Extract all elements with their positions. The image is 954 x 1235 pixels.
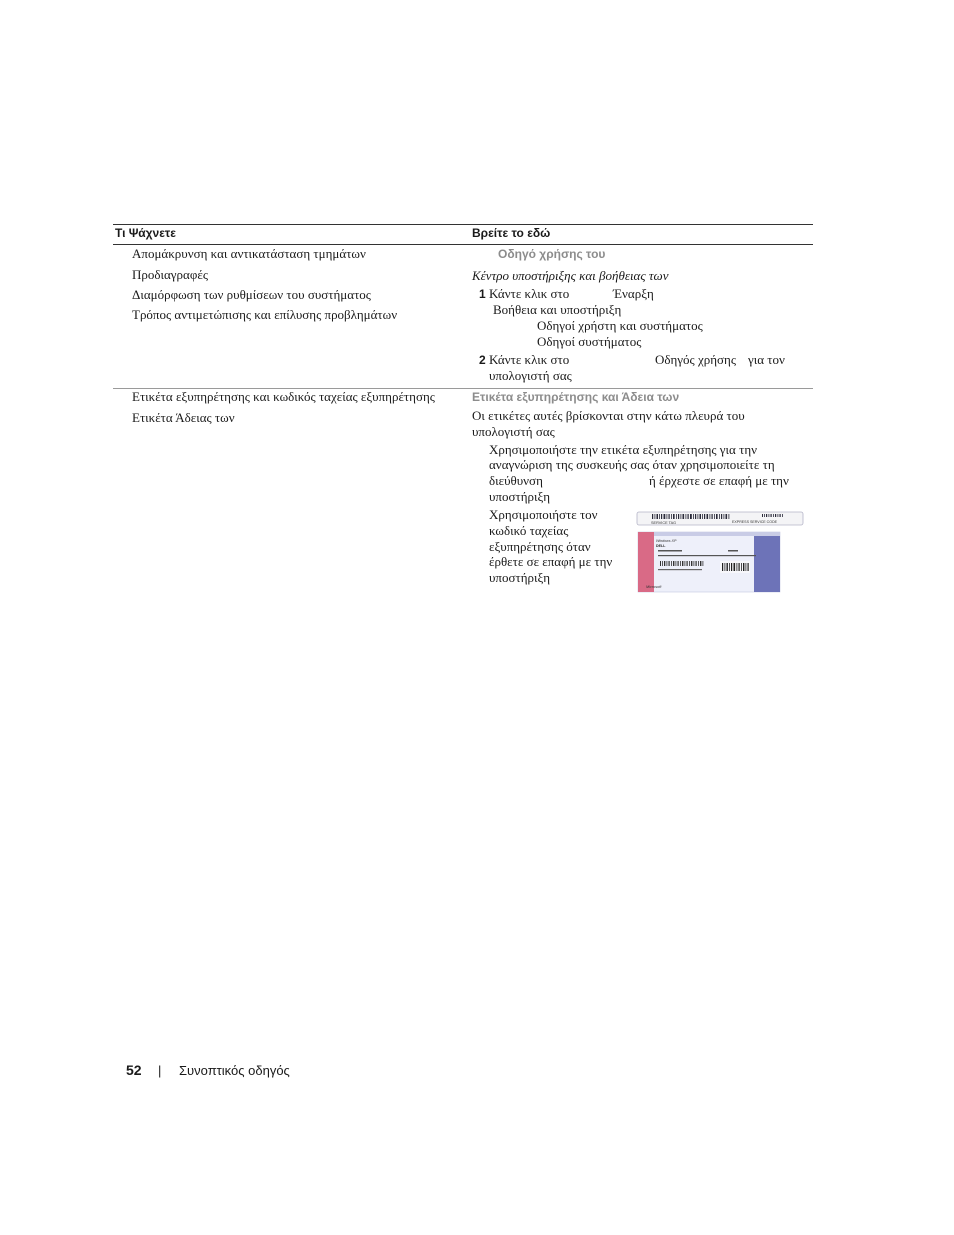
bullet1-line-3a: διεύθυνση <box>489 473 543 488</box>
bullet1-line-2: αναγνώριση της συσκευής σας όταν χρησιμοποιείτε τη <box>489 457 775 472</box>
step2-text-d: υπολογιστή σας <box>489 368 572 383</box>
row2-intro-2: υπολογιστή σας <box>472 424 555 439</box>
row1-item-4: Τρόπος αντιμετώπισης και επίλυσης προβλημάτων <box>132 307 398 322</box>
dell-brand-text: DELL <box>656 544 666 548</box>
bullet1-line-4: υποστήριξη <box>489 489 551 504</box>
row2-item-2: Ετικέτα Άδειας των <box>132 410 235 425</box>
bullet1-line-1: Χρησιμοποιήστε την ετικέτα εξυπηρέτησης για την <box>489 442 758 457</box>
express-service-text: EXPRESS SERVICE CODE <box>732 520 778 524</box>
service-tag-text: SERVICE TAG <box>651 521 677 525</box>
header-bottom-rule <box>113 244 813 245</box>
step1-text-b: Έναρξη <box>613 286 654 301</box>
row1-item-1: Απομάκρυνση και αντικατάσταση τμημάτων <box>132 246 366 261</box>
windows-text: Windows XP <box>656 539 677 543</box>
bullet1-line-3b: ή έρχεστε σε επαφή με την <box>649 473 789 488</box>
row1-item-3: Διαμόρφωση των ρυθμίσεων του συστήματος <box>132 287 371 302</box>
col1-header: Τι Ψάχνετε <box>115 226 176 240</box>
page-number: 52 <box>126 1062 142 1078</box>
step2-number: 2 <box>479 353 486 367</box>
step2-text-a: Κάντε κλικ στο <box>489 352 570 367</box>
bullet2-line-2: κωδικό ταχείας <box>489 523 569 538</box>
bullet2-line-4: έρθετε σε επαφή με την <box>489 554 613 569</box>
step2-text-b: Οδηγός χρήσης <box>655 352 736 367</box>
step1-number: 1 <box>479 287 486 301</box>
bullet2-line-5: υποστήριξη <box>489 570 551 585</box>
service-tag-label-image <box>636 511 806 597</box>
row1-heading: Οδηγό χρήσης του <box>498 247 606 261</box>
table-top-rule <box>113 224 813 225</box>
help-center-title: Κέντρο υποστήριξης και βοήθειας των <box>472 268 669 283</box>
microsoft-text: Microsoft <box>646 585 662 589</box>
bullet2-line-3: εξυπηρέτησης όταν <box>489 539 591 554</box>
step1-text-e: Οδηγοί συστήματος <box>537 334 642 349</box>
step2-text-c: για τον <box>748 352 785 367</box>
step1-text-c: Βοήθεια και υποστήριξη <box>493 302 622 317</box>
footer-separator: | <box>158 1063 162 1078</box>
col2-header: Βρείτε το εδώ <box>472 226 551 240</box>
row2-item-1: Ετικέτα εξυπηρέτησης και κωδικός ταχείας εξυπηρέτησης <box>132 389 435 404</box>
footer-title: Συνοπτικός οδηγός <box>179 1063 290 1078</box>
row1-item-2: Προδιαγραφές <box>132 267 208 282</box>
row2-heading: Ετικέτα εξυπηρέτησης και Άδεια των <box>472 390 680 404</box>
step1-text-a: Κάντε κλικ στο <box>489 286 570 301</box>
row2-intro-1: Οι ετικέτες αυτές βρίσκονται στην κάτω πλευρά του <box>472 408 745 423</box>
bullet2-line-1: Χρησιμοποιήστε τον <box>489 507 598 522</box>
step1-text-d: Οδηγοί χρήστη και συστήματος <box>537 318 703 333</box>
